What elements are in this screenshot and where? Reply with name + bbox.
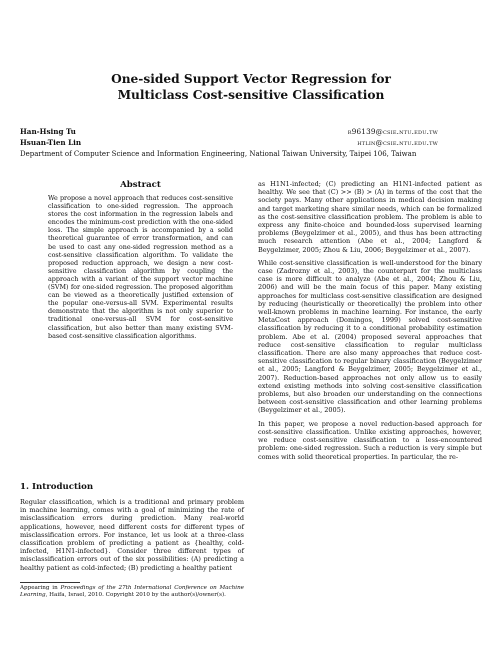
author-email: r96139@csie.ntu.edu.tw [347,127,438,136]
footnote-prefix: Appearing in [20,585,61,591]
footnote-divider [20,582,80,583]
right-column [258,180,482,466]
title-line-1: One-sided Support Vector Regression for [111,72,391,86]
author-name: Han-Hsing Tu [20,127,76,136]
paragraph: In this paper, we propose a novel reduction-based approach for cost-sensitive classification. Unlike existing approaches, however, we reduce cost-sensitive classification to a less-encountered problem: one-sided regression. Such a reduction is very simple but comes with solid theoretical properties. In particular, the re- [258,419,482,461]
abstract-text: We propose a novel approach that reduces cost-sensitive classification to one-sided regression. The approach stores the cost information in the regression labels and encodes the minimum-cost prediction with the one-sided loss. The simple approach is accompanied by a solid theoretical guarantee of error transformation, and can be used to cast any one-sided regression method as a cost-sensitive classification algorithm. To validate the proposed reduction approach, we design a new cost-sensitive classification algorithm by coupling the approach with a variant of the support vector machine (SVM) for one-sided regression. The proposed algorithm can be viewed as a theoretically justified extension of the popular one-versus-all SVM. Experimental results demonstrate that the algorithm is not only superior to traditional one-versus-all SVM for cost-sensitive classification, but also better than many existing SVM-based cost-sensitive classification algorithms. [48,194,233,340]
section-heading-introduction: 1. Introduction [20,482,94,492]
footnote [20,585,244,599]
introduction-text: Regular classification, which is a traditional and primary problem in machine learning, comes with a goal of minimizing the rate of misclassification errors during prediction. Many real-world applications, however, need different costs for different types of misclassification errors. For instance, let us look at a three-class classification problem of predicting a patient as {healthy, cold-infected, H1N1-infected}. Consider three different types of misclassification errors out of the six possibilities: (A) predicting a healthy patient as cold-infected; (B) predicting a healthy patient [20,498,244,572]
paragraph: as H1N1-infected; (C) predicting an H1N1-infected patient as healthy. We see that (C) >> (B) > (A) in terms of the cost that the society pays. Many other applications in medical decision making and target marketing share similar needs, which can be formalized as the cost-sensitive classification problem. The problem is able to express any finite-choice and bounded-loss supervised learning problems (Beygelzimer et al., 2005), and thus has been attracting much research attention (Abe et al., 2004; Langford & Beygelzimer, 2005; Zhou & Liu, 2006; Beygelzimer et al., 2007). [258,180,482,254]
author-name: Hsuan-Tien Lin [20,138,82,147]
footnote-venue: Proceedings of the 27th International Conference on Machine Learning [20,585,244,598]
affiliation: Department of Computer Science and Information Engineering, National Taiwan University, Taipei 106, Taiwan [20,150,417,158]
author-1 [20,127,438,136]
author-2 [20,138,438,147]
paper-title [0,71,502,103]
footnote-suffix: , Haifa, Israel, 2010. Copyright 2010 by the author(s)/owner(s). [45,592,226,598]
paragraph: While cost-sensitive classification is well-understood for the binary case (Zadrozny et al., 2003), the counterpart for the multiclass case is more difficult to analyze (Abe et al., 2004; Zhou & Liu, 2006) and will be the main focus of this paper. Many existing approaches for multiclass cost-sensitive classification are designed by reducing (heuristically or theoretically) the problem into other well-known problems in machine learning. For instance, the early MetaCost approach (Domingos, 1999) solved cost-sensitive classification by reducing it to a conditional probability estimation problem. Abe et al. (2004) proposed several approaches that reduce cost-sensitive classification to regular multiclass classification. There are also many approaches that reduce cost-sensitive classification to regular binary classification (Beygelzimer et al., 2005; Langford & Beygelzimer, 2005; Beygelzimer et al., 2007). Reduction-based approaches not only allow us to easily extend existing methods into solving cost-sensitive classification problems, but also broaden our understanding on the connections between cost-sensitive classification and other learning problems (Beygelzimer et al., 2005). [258,258,482,415]
title-line-2: Multiclass Cost-sensitive Classification [117,88,385,102]
abstract-heading: Abstract [120,180,161,190]
author-email: htlin@csie.ntu.edu.tw [357,138,438,147]
